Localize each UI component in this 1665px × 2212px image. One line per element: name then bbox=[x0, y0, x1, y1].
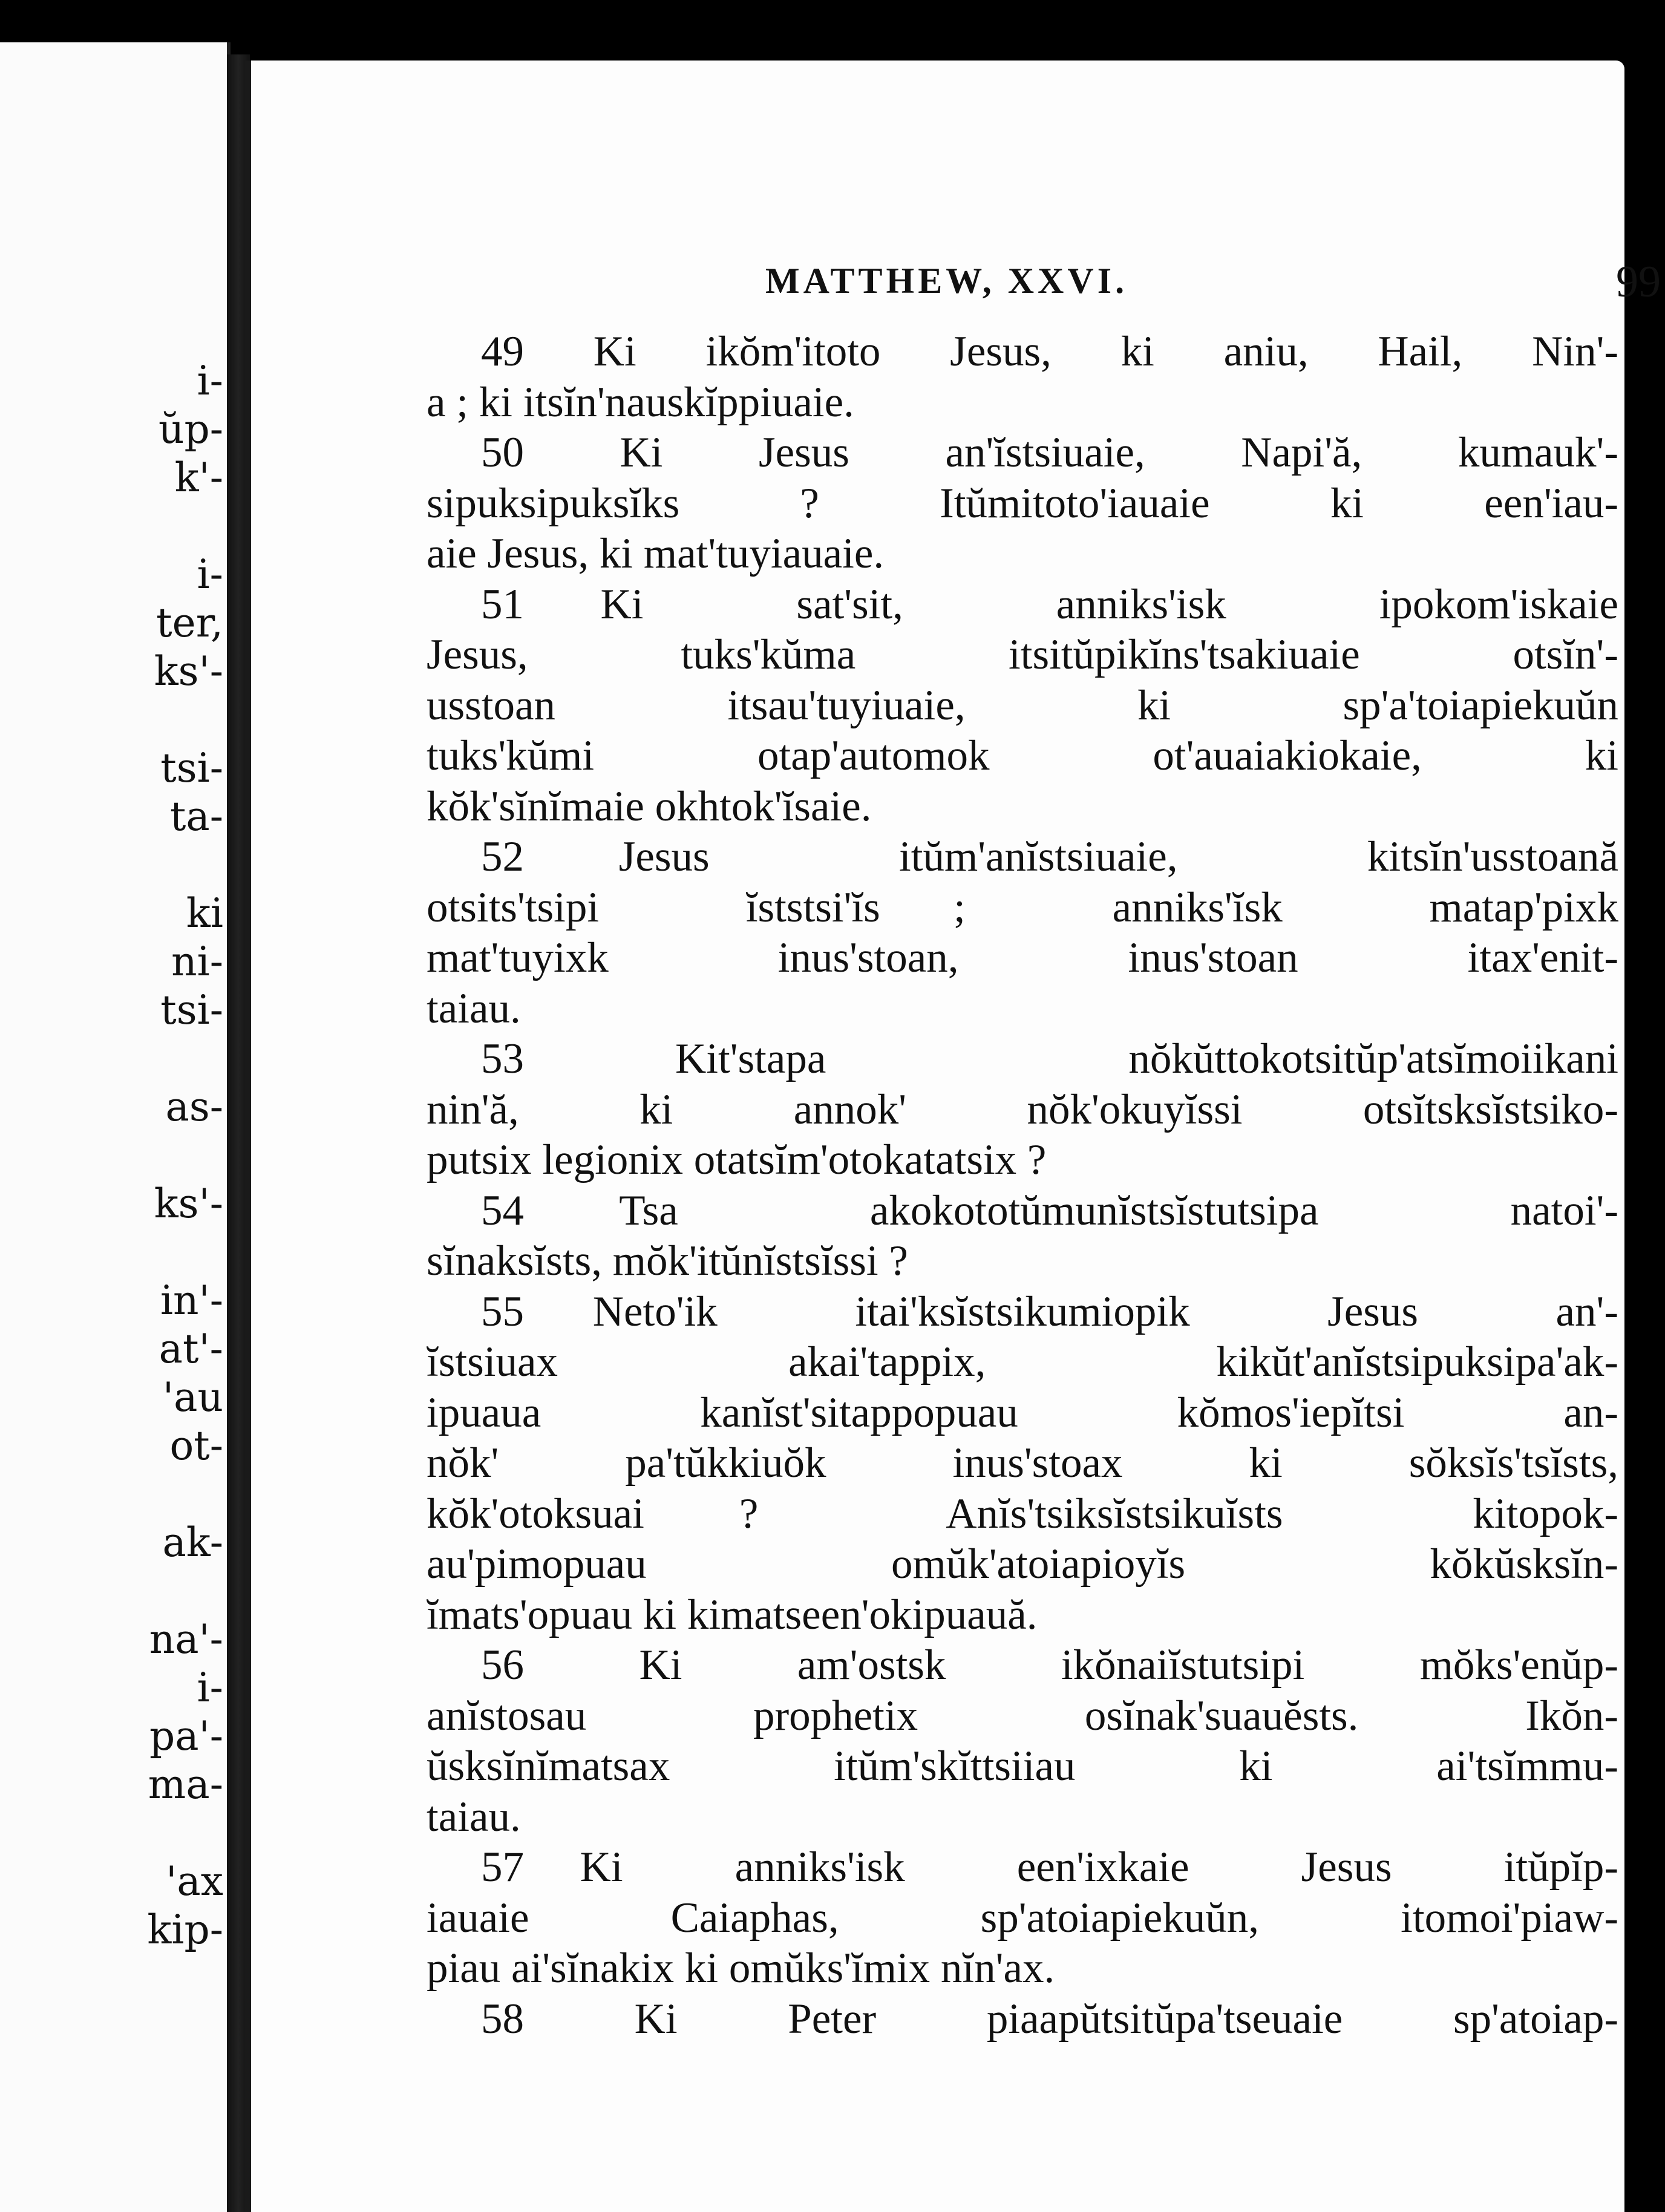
text-line: anĭstosau prophetix osĭnak'suauĕsts. Ikŏn- bbox=[427, 1692, 1618, 1739]
left-fragment-line bbox=[5, 1809, 223, 1857]
text-line: usstoan itsau'tuyiuaie, ki sp'a'toiapiekuŭn bbox=[427, 681, 1618, 729]
text-line: kŏk'otoksuai ? Anĭs'tsiksĭstsikuĭsts kitopok- bbox=[427, 1490, 1618, 1537]
text-line: au'pimopuau omŭk'atoiapioyĭs kŏkŭsksĭn- bbox=[427, 1540, 1618, 1588]
running-head-title: MATTHEW, XXVI. bbox=[765, 261, 1128, 301]
text-line: 54 Tsa akokototŭmunĭstsĭstutsipa natoi'- bbox=[481, 1186, 1618, 1234]
left-fragment-line: at'- bbox=[159, 1326, 223, 1372]
text-line: ĭstsiuax akai'tappix, kikŭt'anĭstsipuksipa'ak- bbox=[427, 1338, 1618, 1386]
left-fragment-line: 'au bbox=[163, 1374, 223, 1421]
text-line: 57 Ki anniks'isk een'ixkaie Jesus itŭpĭp- bbox=[481, 1844, 1618, 1891]
left-fragment-line: ot- bbox=[169, 1422, 223, 1469]
text-line: iauaie Caiaphas, sp'atoiapiekuŭn, itomoi'piaw- bbox=[427, 1894, 1618, 1942]
page-number: 99 bbox=[1616, 257, 1661, 307]
text-line: tuks'kŭmi otap'automok ot'auaiakiokaie, ki bbox=[427, 732, 1618, 779]
running-head bbox=[765, 257, 1661, 315]
left-fragment-line: ter, bbox=[156, 600, 223, 646]
left-fragment-line: as- bbox=[165, 1084, 223, 1130]
left-fragment-line: ni- bbox=[171, 938, 223, 985]
left-fragment-line bbox=[5, 1470, 223, 1519]
left-fragment-line: 'ax bbox=[166, 1858, 223, 1905]
text-line: a ; ki itsĭn'nauskĭppiuaie. bbox=[427, 378, 854, 426]
text-line: piau ai'sĭnakix ki omŭks'ĭmix nĭn'ax. bbox=[427, 1945, 1055, 1992]
text-line: 55 Neto'ik itai'ksĭstsikumiopik Jesus an'- bbox=[481, 1288, 1618, 1335]
text-line: taiau. bbox=[427, 984, 521, 1032]
text-line: otsits'tsipi ĭststsi'ĭs ; anniks'ĭsk matap'pixk bbox=[427, 883, 1618, 931]
text-line: 53 Kit'stapa nŏkŭttokotsitŭp'atsĭmoiikani bbox=[481, 1035, 1618, 1082]
text-line: nŏk' pa'tŭkkiuŏk inus'stoax ki sŏksĭs'tsĭsts, bbox=[427, 1439, 1618, 1487]
left-fragment-line: kip- bbox=[147, 1906, 223, 1953]
left-fragment-line bbox=[5, 1035, 223, 1083]
left-fragment-line: ki bbox=[186, 890, 223, 937]
left-fragment-line: ks'- bbox=[154, 648, 223, 695]
left-fragment-line: na'- bbox=[149, 1616, 223, 1663]
left-fragment-line bbox=[5, 696, 223, 744]
left-fragment-line bbox=[5, 1567, 223, 1615]
text-line: aie Jesus, ki mat'tuyiauaie. bbox=[427, 530, 885, 577]
left-fragment-line bbox=[5, 502, 223, 551]
text-line: ŭsksĭnĭmatsax itŭm'skĭttsiiau ki ai'tsĭmmu- bbox=[427, 1742, 1618, 1790]
left-fragment-line bbox=[5, 841, 223, 889]
left-fragment-line: ŭp- bbox=[158, 406, 223, 453]
left-facing-page bbox=[0, 42, 231, 2212]
left-fragment-line: tsi- bbox=[160, 745, 223, 791]
text-line: sipuksipuksĭks ? Itŭmitoto'iauaie ki een'iau- bbox=[427, 479, 1618, 527]
left-fragment-line bbox=[5, 1131, 223, 1180]
text-line: mat'tuyixk inus'stoan, inus'stoan itax'enit- bbox=[427, 934, 1618, 981]
left-fragment-line: ma- bbox=[148, 1761, 223, 1808]
left-fragment-line: in'- bbox=[160, 1277, 223, 1324]
left-fragment-line: i- bbox=[197, 358, 223, 404]
text-line: nin'ă, ki annok' nŏk'okuyĭssi otsĭtsksĭstsiko- bbox=[427, 1085, 1618, 1133]
text-line: ipuaua kanĭst'sitappopuau kŏmos'iepĭtsi an- bbox=[427, 1389, 1618, 1436]
text-line: 58 Ki Peter piaapŭtsitŭpa'tseuaie sp'atoiap- bbox=[481, 1995, 1618, 2043]
text-line: 49 Ki ikŏm'itoto Jesus, ki aniu, Hail, Nin'- bbox=[481, 328, 1618, 375]
text-line: 56 Ki am'ostsk ikŏnaiĭstutsipi mŏks'enŭp- bbox=[481, 1641, 1618, 1689]
right-page bbox=[245, 61, 1661, 2212]
left-fragment-line: ta- bbox=[169, 793, 223, 840]
text-line: putsix legionix otatsĭm'otokatatsix ? bbox=[427, 1136, 1047, 1183]
text-line: Jesus, tuks'kŭma itsitŭpikĭns'tsakiuaie otsĭn'- bbox=[427, 631, 1618, 678]
text-line: 51 Ki sat'sit, anniks'isk ipokom'iskaie bbox=[481, 580, 1618, 628]
left-fragment-line bbox=[5, 1228, 223, 1277]
left-fragment-line: tsi- bbox=[160, 987, 223, 1033]
left-fragment-line: k'- bbox=[174, 454, 223, 501]
left-fragment-line: i- bbox=[197, 551, 223, 598]
body-text bbox=[427, 327, 1618, 2044]
text-line: kŏk'sĭnĭmaie okhtok'ĭsaie. bbox=[427, 782, 872, 830]
left-fragment-line: ks'- bbox=[154, 1180, 223, 1227]
left-fragment-line: pa'- bbox=[149, 1713, 223, 1759]
text-line: 50 Ki Jesus an'ĭstsiuaie, Napi'ă, kumauk'- bbox=[481, 429, 1618, 476]
left-fragment-line: i- bbox=[197, 1664, 223, 1711]
text-line: taiau. bbox=[427, 1793, 521, 1841]
text-line: sĭnaksĭsts, mŏk'itŭnĭstsĭssi ? bbox=[427, 1237, 908, 1284]
left-fragment-line: ak- bbox=[162, 1519, 223, 1566]
left-page-fragments bbox=[5, 357, 223, 1954]
text-line: 52 Jesus itŭm'anĭstsiuaie, kitsĭn'usstoană bbox=[481, 833, 1618, 880]
text-line: ĭmats'opuau ki kimatseen'okipuauă. bbox=[427, 1591, 1038, 1638]
